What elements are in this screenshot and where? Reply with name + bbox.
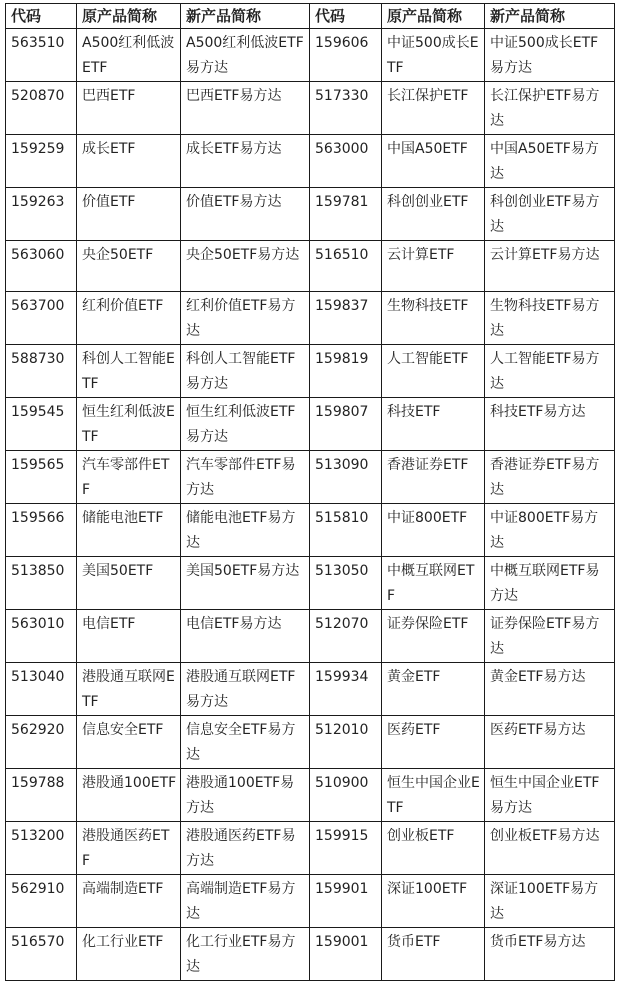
cell-code-left: 563700 — [6, 292, 77, 345]
cell-code-left: 563510 — [6, 29, 77, 82]
cell-code-right: 159837 — [310, 292, 382, 345]
cell-new-name-right: 深证100ETF易方达 — [485, 875, 615, 928]
cell-new-name-left: 化工行业ETF易方达 — [181, 928, 310, 981]
header-new-name-right: 新产品简称 — [485, 4, 615, 29]
cell-old-name-right: 中国A50ETF — [382, 135, 485, 188]
table-row — [6, 135, 615, 188]
cell-code-left: 520870 — [6, 82, 77, 135]
cell-new-name-left: 高端制造ETF易方达 — [181, 875, 310, 928]
table-row — [6, 822, 615, 875]
cell-new-name-right: 长江保护ETF易方达 — [485, 82, 615, 135]
cell-new-name-left: 价值ETF易方达 — [181, 188, 310, 241]
cell-new-name-right: 中概互联网ETF易方达 — [485, 557, 615, 610]
cell-code-right: 512010 — [310, 716, 382, 769]
cell-code-left: 563010 — [6, 610, 77, 663]
cell-old-name-left: 港股通医药ETF — [77, 822, 181, 875]
cell-code-left: 563060 — [6, 241, 77, 292]
table-row — [6, 292, 615, 345]
cell-old-name-right: 证券保险ETF — [382, 610, 485, 663]
cell-new-name-left: 成长ETF易方达 — [181, 135, 310, 188]
cell-code-right: 516510 — [310, 241, 382, 292]
cell-new-name-right: 生物科技ETF易方达 — [485, 292, 615, 345]
header-old-name-right: 原产品简称 — [382, 4, 485, 29]
cell-old-name-right: 科技ETF — [382, 398, 485, 451]
cell-old-name-left: 高端制造ETF — [77, 875, 181, 928]
header-row — [6, 4, 615, 29]
cell-old-name-right: 医药ETF — [382, 716, 485, 769]
cell-new-name-right: 科创创业ETF易方达 — [485, 188, 615, 241]
cell-old-name-right: 黄金ETF — [382, 663, 485, 716]
cell-new-name-left: 信息安全ETF易方达 — [181, 716, 310, 769]
cell-code-right: 159807 — [310, 398, 382, 451]
table-row — [6, 451, 615, 504]
cell-old-name-right: 中概互联网ETF — [382, 557, 485, 610]
cell-old-name-left: 化工行业ETF — [77, 928, 181, 981]
cell-old-name-right: 中证800ETF — [382, 504, 485, 557]
cell-code-left: 159259 — [6, 135, 77, 188]
cell-old-name-right: 长江保护ETF — [382, 82, 485, 135]
cell-new-name-left: 美国50ETF易方达 — [181, 557, 310, 610]
cell-code-left: 562910 — [6, 875, 77, 928]
cell-new-name-left: 电信ETF易方达 — [181, 610, 310, 663]
etf-rename-table — [5, 3, 615, 981]
header-code-left: 代码 — [6, 4, 77, 29]
cell-old-name-left: 电信ETF — [77, 610, 181, 663]
cell-new-name-left: 港股通医药ETF易方达 — [181, 822, 310, 875]
table-row — [6, 29, 615, 82]
cell-old-name-left: 恒生红利低波ETF — [77, 398, 181, 451]
cell-new-name-left: 科创人工智能ETF易方达 — [181, 345, 310, 398]
cell-new-name-right: 黄金ETF易方达 — [485, 663, 615, 716]
table-row — [6, 398, 615, 451]
cell-code-left: 159545 — [6, 398, 77, 451]
cell-code-right: 159001 — [310, 928, 382, 981]
cell-new-name-right: 中证800ETF易方达 — [485, 504, 615, 557]
cell-code-right: 159819 — [310, 345, 382, 398]
header-code-right: 代码 — [310, 4, 382, 29]
cell-old-name-left: 红利价值ETF — [77, 292, 181, 345]
cell-new-name-right: 恒生中国企业ETF易方达 — [485, 769, 615, 822]
table-row — [6, 345, 615, 398]
cell-old-name-left: 央企50ETF — [77, 241, 181, 292]
cell-old-name-left: 信息安全ETF — [77, 716, 181, 769]
table-row — [6, 663, 615, 716]
cell-code-right: 159934 — [310, 663, 382, 716]
table-row — [6, 928, 615, 981]
table-row — [6, 188, 615, 241]
cell-old-name-right: 人工智能ETF — [382, 345, 485, 398]
table-row — [6, 610, 615, 663]
table-row — [6, 82, 615, 135]
cell-old-name-right: 中证500成长ETF — [382, 29, 485, 82]
cell-code-right: 512070 — [310, 610, 382, 663]
cell-code-left: 159788 — [6, 769, 77, 822]
header-new-name-left: 新产品简称 — [181, 4, 310, 29]
cell-code-left: 159565 — [6, 451, 77, 504]
cell-code-left: 562920 — [6, 716, 77, 769]
cell-new-name-right: 中证500成长ETF易方达 — [485, 29, 615, 82]
cell-code-right: 159915 — [310, 822, 382, 875]
cell-new-name-left: 红利价值ETF易方达 — [181, 292, 310, 345]
cell-code-right: 159781 — [310, 188, 382, 241]
cell-code-right: 515810 — [310, 504, 382, 557]
cell-old-name-right: 创业板ETF — [382, 822, 485, 875]
cell-code-right: 517330 — [310, 82, 382, 135]
cell-new-name-right: 中国A50ETF易方达 — [485, 135, 615, 188]
cell-new-name-left: 巴西ETF易方达 — [181, 82, 310, 135]
cell-code-left: 159263 — [6, 188, 77, 241]
cell-new-name-right: 科技ETF易方达 — [485, 398, 615, 451]
cell-old-name-left: 储能电池ETF — [77, 504, 181, 557]
cell-old-name-right: 深证100ETF — [382, 875, 485, 928]
header-old-name-left: 原产品简称 — [77, 4, 181, 29]
cell-old-name-right: 生物科技ETF — [382, 292, 485, 345]
cell-code-left: 588730 — [6, 345, 77, 398]
cell-old-name-left: A500红利低波ETF — [77, 29, 181, 82]
table-row — [6, 557, 615, 610]
cell-old-name-left: 成长ETF — [77, 135, 181, 188]
table-row — [6, 241, 615, 292]
cell-new-name-left: 汽车零部件ETF易方达 — [181, 451, 310, 504]
table-row — [6, 875, 615, 928]
cell-old-name-left: 科创人工智能ETF — [77, 345, 181, 398]
cell-old-name-left: 港股通互联网ETF — [77, 663, 181, 716]
cell-new-name-right: 货币ETF易方达 — [485, 928, 615, 981]
cell-old-name-right: 香港证券ETF — [382, 451, 485, 504]
cell-new-name-right: 人工智能ETF易方达 — [485, 345, 615, 398]
cell-new-name-left: A500红利低波ETF易方达 — [181, 29, 310, 82]
cell-code-left: 516570 — [6, 928, 77, 981]
cell-code-left: 159566 — [6, 504, 77, 557]
cell-new-name-right: 创业板ETF易方达 — [485, 822, 615, 875]
cell-new-name-left: 港股通互联网ETF易方达 — [181, 663, 310, 716]
cell-old-name-left: 美国50ETF — [77, 557, 181, 610]
cell-new-name-left: 央企50ETF易方达 — [181, 241, 310, 292]
cell-code-right: 563000 — [310, 135, 382, 188]
cell-old-name-left: 汽车零部件ETF — [77, 451, 181, 504]
cell-new-name-left: 恒生红利低波ETF易方达 — [181, 398, 310, 451]
cell-new-name-right: 证券保险ETF易方达 — [485, 610, 615, 663]
cell-old-name-right: 科创创业ETF — [382, 188, 485, 241]
cell-old-name-left: 价值ETF — [77, 188, 181, 241]
cell-old-name-left: 巴西ETF — [77, 82, 181, 135]
cell-new-name-right: 医药ETF易方达 — [485, 716, 615, 769]
cell-code-right: 510900 — [310, 769, 382, 822]
cell-code-right: 159606 — [310, 29, 382, 82]
cell-code-right: 513090 — [310, 451, 382, 504]
table-row — [6, 769, 615, 822]
table-row — [6, 716, 615, 769]
cell-code-left: 513200 — [6, 822, 77, 875]
cell-new-name-left: 港股通100ETF易方达 — [181, 769, 310, 822]
table-row — [6, 504, 615, 557]
cell-new-name-left: 储能电池ETF易方达 — [181, 504, 310, 557]
cell-new-name-right: 云计算ETF易方达 — [485, 241, 615, 292]
cell-old-name-right: 云计算ETF — [382, 241, 485, 292]
cell-code-right: 159901 — [310, 875, 382, 928]
cell-old-name-right: 恒生中国企业ETF — [382, 769, 485, 822]
cell-code-left: 513850 — [6, 557, 77, 610]
cell-code-left: 513040 — [6, 663, 77, 716]
cell-old-name-left: 港股通100ETF — [77, 769, 181, 822]
cell-code-right: 513050 — [310, 557, 382, 610]
cell-old-name-right: 货币ETF — [382, 928, 485, 981]
cell-new-name-right: 香港证券ETF易方达 — [485, 451, 615, 504]
